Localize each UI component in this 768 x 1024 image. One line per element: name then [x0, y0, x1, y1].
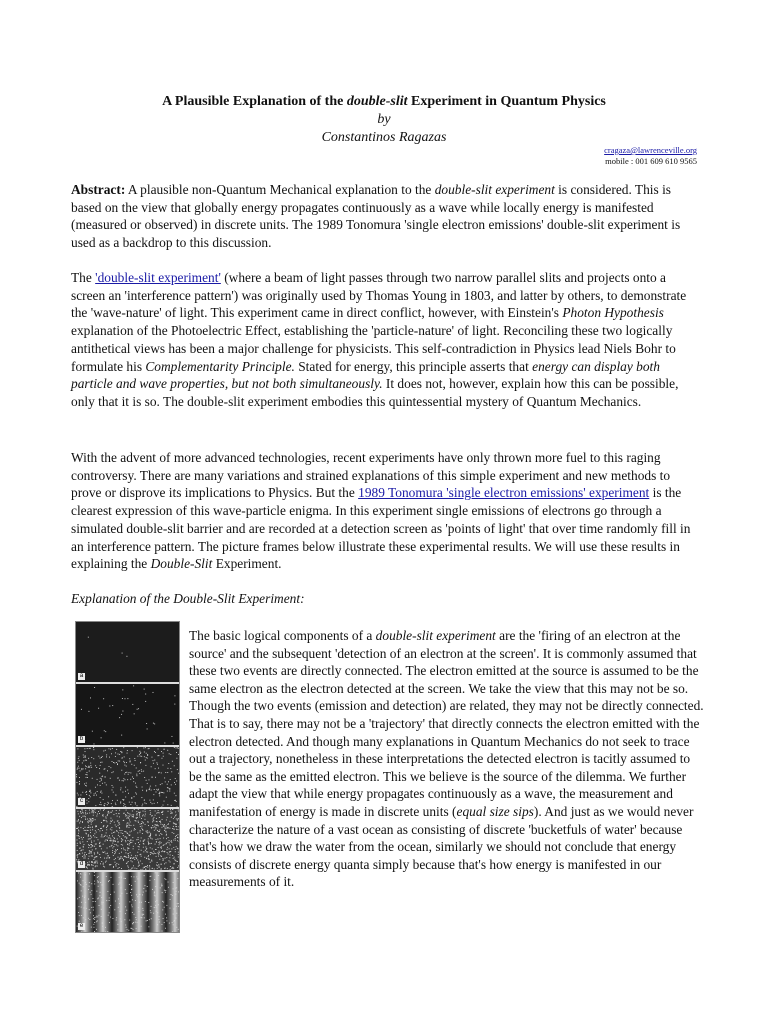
- frame-label: c: [80, 798, 83, 805]
- interference-figure: [75, 621, 180, 933]
- tonomura-link[interactable]: 1989 Tonomura 'single electron emissions' experiment: [358, 485, 650, 501]
- frame-d: [76, 809, 179, 871]
- frame-b: [76, 684, 179, 746]
- frame-label: b: [79, 735, 84, 742]
- tonomura-paragraph: With the advent of more advanced technologies, recent experiments have only thrown more fuel to this raging controversy. There are many variations and strained explanations of this simple experiment and new methods to prove or disprove its implications to Physics. But the 1989 Tonomura 'single electron emissions' experiment is the clearest expression of this wave-particle enigma. In this experiment single emissions of electrons go through a simulated double-slit barrier and are recorded at a detection screen as 'points of light' that over time randomly fill in an interference pattern. The picture frames below illustrate these experimental results. We will use these results in explaining the Double-Slit Experiment.: [71, 450, 691, 572]
- document-title: A Plausible Explanation of the double-slit Experiment in Quantum Physics: [162, 94, 606, 109]
- frame-label: d: [79, 860, 84, 867]
- abstract-paragraph: Abstract: A plausible non-Quantum Mechanical explanation to the double-slit experiment is considered. This is based on the view that globally energy propagates continuously as a wave while locally energy is manifested (measured or observed) in discrete units. The 1989 Tonomura 'single electron emissions' double-slit experiment is used as a backdrop to this discussion.: [71, 182, 681, 251]
- section-heading: Explanation of the Double-Slit Experiment:: [71, 591, 305, 606]
- double-slit-link[interactable]: 'double-slit experiment': [95, 270, 221, 285]
- mobile-number: mobile : 001 609 610 9565: [605, 156, 697, 166]
- frame-label: e: [79, 923, 84, 930]
- frame-a: [76, 622, 179, 684]
- contact-info: [604, 145, 697, 167]
- explanation-paragraph: The basic logical components of a double-slit experiment are the 'firing of an electron at the source' and the subsequent 'detection of an electron at the screen'. It is commonly assumed that these two events are directly connected. The electron emitted at the source is assumed to be the same electron as the electron detected at the screen. We take the view that this may not be so. Though the two events (emission and detection) are related, they may not be directly connected. That is to say, there may not be a 'trajectory' that directly connects the electron emitted with the electron detected. And though many explanations in Quantum Mechanics do not seek to trace out a trajectory, nonetheless in these interpretations the detected electron is tacitly assumed to be the same as the emitted electron. This we believe is the source of the dilemma. We further adapt the view that while energy propagates continuously as a wave, the measurement and manifestation of energy is made in discrete units (equal size sips). And just as we would never characterize the nature of a vast ocean as consisting of discrete 'bucketfuls of water' because that's how we draw the water from the ocean, similarly we should not conclude that energy consists of discrete energy quanta simply because that's how energy is manifested in our measurements of it.: [189, 628, 704, 890]
- frame-label: a: [79, 673, 84, 680]
- abstract-label: Abstract:: [71, 182, 126, 197]
- frame-c: [76, 747, 179, 809]
- title-block: [0, 93, 768, 147]
- author-name: Constantinos Ragazas: [321, 130, 447, 145]
- intro-paragraph: The 'double-slit experiment' (where a beam of light passes through two narrow parallel slits and projects onto a screen an 'interference pattern') was originally used by Thomas Young in 1803, and latter by others, to demonstrate the 'wave-nature' of light. This experiment came in direct conflict, however, with Einstein's Photon Hypothesis explanation of the Photoelectric Effect, establishing the 'particle-nature' of light. Reconciling these two logically antithetical views has been a major challenge for physicists. This self-contradiction in Physics lead Niels Bohr to formulate his Complementarity Principle. Stated for energy, this principle asserts that energy can display both particle and wave properties, but not both simultaneously. It does not, however, explain how this can be possible, only that it is so. The double-slit experiment embodies this quintessential mystery of Quantum Mechanics.: [71, 270, 687, 409]
- frame-e: [76, 872, 179, 932]
- email-link[interactable]: cragaza@lawrenceville.org: [604, 145, 697, 155]
- byline: by: [377, 112, 391, 127]
